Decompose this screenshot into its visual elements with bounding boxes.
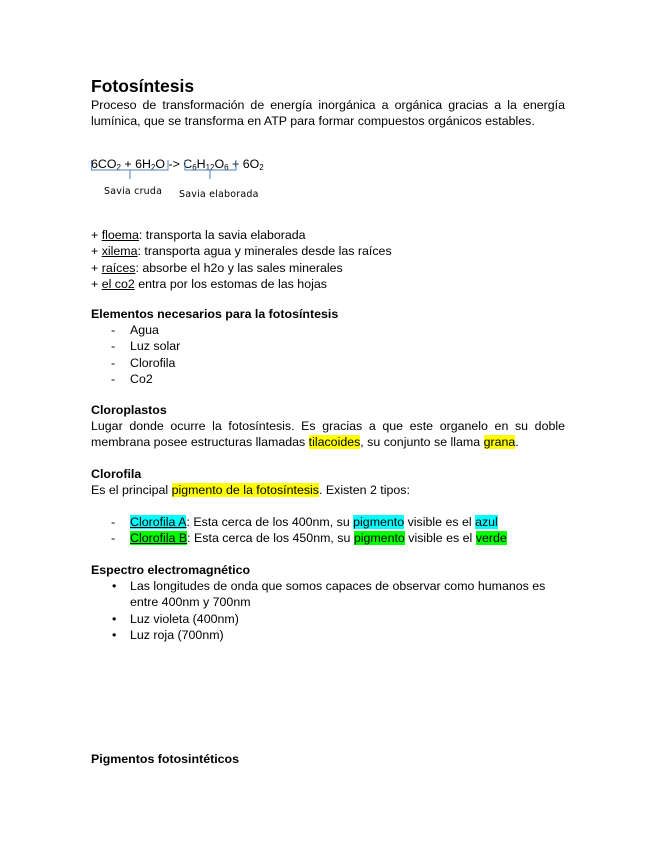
plant-parts-list: [91, 227, 392, 292]
clorofila-a-link[interactable]: Clorofila A: [130, 515, 187, 529]
intro-paragraph: Proceso de transformación de energía inorgánica a orgánica gracias a la energía lumínica, que se transforma en ATP para formar compuestos orgánicos estables.: [91, 98, 565, 129]
elementos-list: [91, 322, 565, 387]
espectro-list: [91, 578, 565, 643]
clorofila-intro: Es el principal pigmento de la fotosíntesis. Existen 2 tipos:: [91, 483, 410, 497]
plant-part-floema: + floema: transporta la savia elaborada: [91, 228, 306, 242]
section-heading-cloroplastos: Cloroplastos: [91, 403, 167, 417]
section-heading-clorofila: Clorofila: [91, 467, 142, 481]
bracket-savia-cruda: [92, 160, 169, 170]
list-item: • Luz roja (700nm): [112, 627, 224, 642]
reactant-h2o: $6H_2O$: [135, 157, 165, 172]
section-heading-espectro: Espectro electromagnético: [91, 563, 251, 577]
reactant-co2: $6CO_2$: [91, 157, 121, 172]
highlight-pigmento-fotosintesis: pigmento de la fotosíntesis: [171, 483, 319, 497]
list-item-clorofila-b: - Clorofila B: Esta cerca de los 450nm, su pigmento visible es el verde: [111, 531, 507, 546]
list-item: • Las longitudes de onda que somos capaces de observar como humanos es entre 400nm y 700nm: [112, 579, 546, 610]
plant-part-raices: + raíces: absorbe el h2o y las sales minerales: [91, 260, 343, 275]
product-glucose: $C_6H_{12}O_6$: [183, 157, 229, 172]
bracket-savia-elaborada: [185, 160, 236, 170]
list-item: - Luz solar: [111, 339, 181, 354]
page-title: Fotosíntesis: [91, 76, 195, 96]
label-savia-cruda: Savia cruda: [104, 186, 163, 197]
plant-part-co2: + el co2 entra por los estomas de las hojas: [91, 276, 327, 291]
list-item: - Co2: [111, 371, 153, 386]
cloroplastos-paragraph: Lugar donde ocurre la fotosíntesis. Es gracias a que este organelo en su doble membrana posee estructuras llamadas tilacoides, su conjunto se llama grana.: [91, 419, 565, 450]
list-item: - Clorofila: [111, 355, 176, 370]
list-item: - Agua: [111, 323, 159, 337]
product-o2: + $6O_2$: [228, 157, 264, 172]
list-item: • Luz violeta (400nm): [112, 611, 239, 626]
plant-part-xilema: + xilema: transporta agua y minerales desde las raíces: [91, 244, 392, 259]
label-savia-elaborada: Savia elaborada: [179, 189, 259, 200]
photosynthesis-equation: $6CO_2 + 6H_2O -> C_6H_{12}O_6 + 6O_2$: [91, 157, 264, 172]
highlight-tilacoides: tilacoides: [308, 435, 361, 450]
clorofila-b-link[interactable]: Clorofila B: [130, 531, 188, 546]
section-heading-elementos: Elementos necesarios para la fotosíntesis: [91, 307, 339, 321]
list-item-clorofila-a: - Clorofila A: Esta cerca de los 400nm, su pigmento visible es el azul: [111, 515, 498, 529]
section-heading-pigmentos: Pigmentos fotosintéticos: [91, 752, 240, 766]
highlight-grana: grana: [483, 435, 516, 450]
clorofila-types-list: [91, 514, 565, 547]
